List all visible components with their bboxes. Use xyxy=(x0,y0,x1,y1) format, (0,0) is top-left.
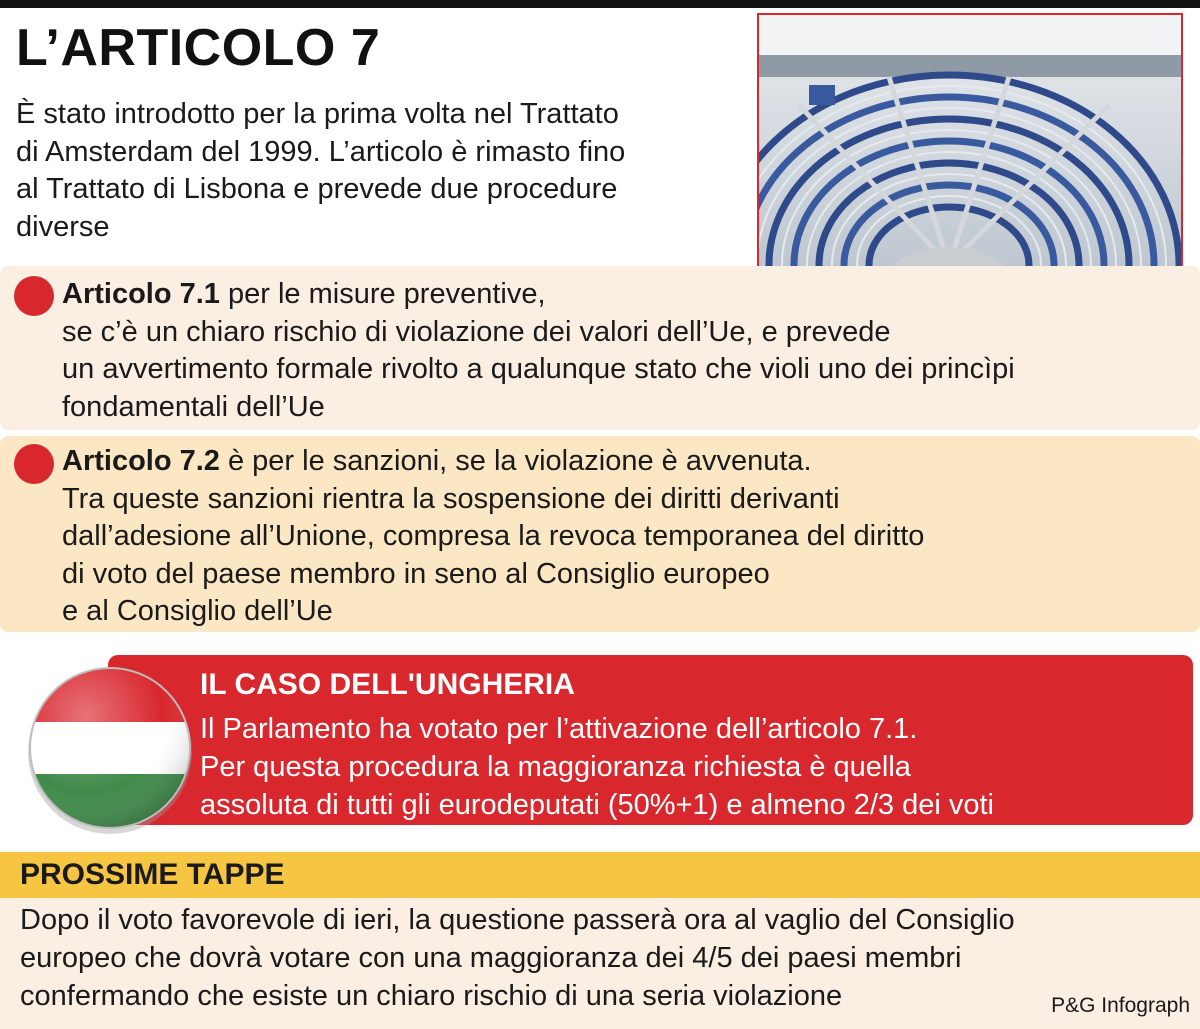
article-7-2-first-line xyxy=(62,443,924,481)
article-7-1-first-line xyxy=(62,276,1015,314)
hungary-case-text xyxy=(200,710,994,824)
page-title: L’ARTICOLO 7 xyxy=(16,19,381,77)
article-7-1-first-line-rest: per le misure preventive, xyxy=(219,278,546,310)
article-7-2-first-line-rest: è per le sanzioni, se la violazione è avvenuta. xyxy=(219,445,812,477)
article-7-2-line: di voto del paese membro in seno al Consiglio europeo xyxy=(62,557,770,590)
next-steps-line: confermando che esiste un chiaro rischio di una seria violazione xyxy=(20,980,843,1012)
next-steps-text xyxy=(20,901,1015,1015)
next-steps-line: Dopo il voto favorevole di ieri, la questione passerà ora al vaglio del Consiglio xyxy=(20,904,1015,936)
article-7-2-line: e al Consiglio dell’Ue xyxy=(62,595,333,627)
article-7-2-text xyxy=(62,443,924,631)
article-7-1-line: fondamentali dell’Ue xyxy=(62,390,325,423)
next-steps-line: europeo che dovrà votare con una maggioranza dei 4/5 dei paesi membri xyxy=(20,942,962,974)
next-steps-title: PROSSIME TAPPE xyxy=(20,858,285,891)
hemicycle-illustration xyxy=(759,15,1181,297)
hungary-case-title: IL CASO DELL'UNGHERIA xyxy=(200,668,575,701)
intro-line: di Amsterdam del 1999. L’articolo è rimasto fino xyxy=(16,135,626,168)
intro-text xyxy=(16,96,736,246)
hungary-case-line: Per questa procedura la maggioranza richiesta è quella xyxy=(200,751,911,783)
hungary-flag-icon xyxy=(24,662,196,834)
credit-label: P&G Infograph xyxy=(1051,994,1190,1017)
article-7-1-heading: Articolo 7.1 xyxy=(62,278,220,310)
article-7-2-line: dall’adesione all’Unione, compresa la revoca temporanea del diritto xyxy=(62,520,925,552)
article-7-2-line: Tra queste sanzioni rientra la sospensione dei diritti derivanti xyxy=(62,482,840,515)
hungary-case-line: assoluta di tutti gli eurodeputati (50%+1) e almeno 2/3 dei voti xyxy=(200,789,994,821)
intro-line: diverse xyxy=(16,210,110,243)
intro-line: al Trattato di Lisbona e prevede due procedure xyxy=(16,173,618,205)
article-7-1-text xyxy=(62,276,1015,426)
article-7-2-heading: Articolo 7.2 xyxy=(62,445,220,477)
article-7-1-line: un avvertimento formale rivolto a qualunque stato che violi uno dei princìpi xyxy=(62,353,1015,385)
article-7-1-line: se c’è un chiaro rischio di violazione dei valori dell’Ue, e prevede xyxy=(62,315,891,348)
intro-line: È stato introdotto per la prima volta nel Trattato xyxy=(16,98,619,130)
article-7-2-bullet-icon xyxy=(14,444,54,484)
article-7-1-bullet-icon xyxy=(14,276,54,316)
top-rule xyxy=(0,0,1200,8)
parliament-photo xyxy=(757,13,1183,299)
hungary-case-line: Il Parlamento ha votato per l’attivazione dell’articolo 7.1. xyxy=(200,713,918,745)
